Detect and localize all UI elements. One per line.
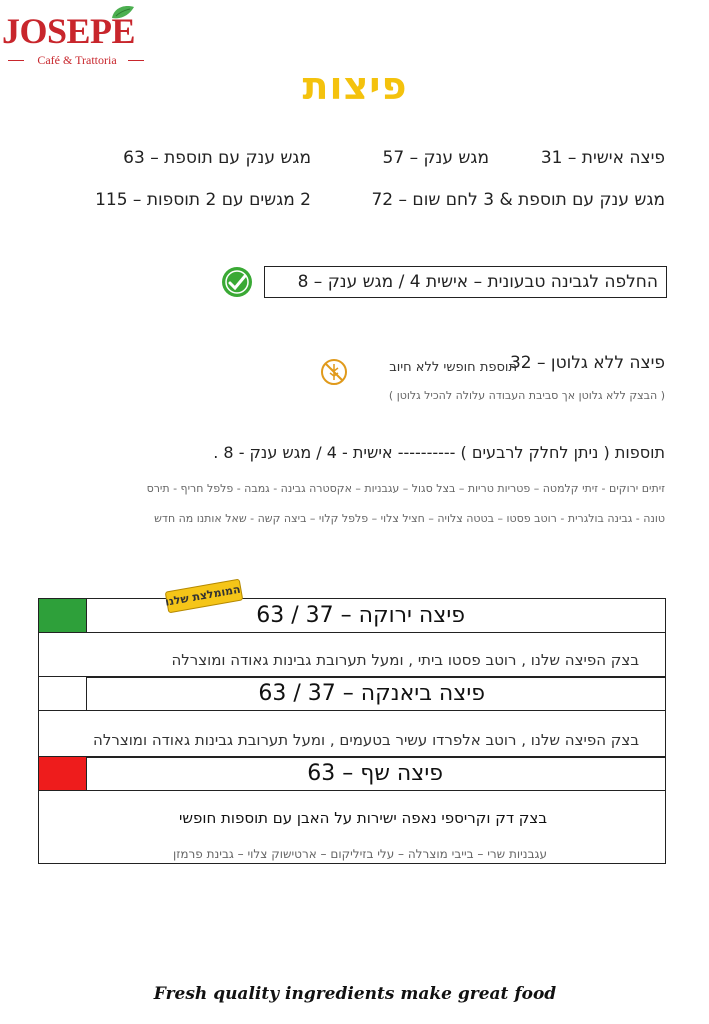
pizza-green-header bbox=[39, 599, 665, 633]
pizza-bianca-header bbox=[39, 677, 665, 711]
price-personal: פיצה אישית – 31 bbox=[540, 148, 665, 168]
pizza-chef-card bbox=[38, 756, 666, 864]
vegan-icon bbox=[220, 265, 254, 299]
gluten-free-icon bbox=[320, 358, 348, 386]
white-swatch bbox=[39, 677, 87, 710]
gluten-free-topping-note: תוספת חופשי ללא חיוב bbox=[389, 360, 517, 375]
pizza-green-title: פיצה ירוקה – 37 / 63 bbox=[256, 603, 465, 628]
vegan-text: החלפה לגבינה טבעונית – אישית 4 / מגש ענק – 8 bbox=[297, 272, 658, 292]
vegan-box bbox=[264, 266, 667, 298]
price-large-topping-bread: מגש ענק עם תוספת & 3 לחם שום – 72 bbox=[371, 190, 665, 210]
pizza-bianca-card bbox=[38, 676, 666, 758]
logo-subtitle: Café & Trattoria bbox=[37, 53, 117, 67]
pizza-bianca-desc: בצק הפיצה שלנו , רוטב אלפרדו עשיר בטעמים , ומעל תערובת גבינות גאודה ומוצרלה bbox=[93, 731, 639, 749]
green-swatch bbox=[39, 599, 87, 632]
price-large-topping: מגש ענק עם תוספת – 63 bbox=[123, 148, 311, 168]
gluten-free-note: ( הבצק ללא גלוטן אך סביבת העבודה עלולה להכיל גלוטן ) bbox=[388, 389, 665, 402]
price-two-large: 2 מגשים עם 2 תוספות – 115 bbox=[95, 190, 311, 210]
page-title: פיצות bbox=[302, 64, 408, 108]
pizza-chef-desc: בצק דק וקריספי נאפה ישירות על האבן עם תוספות חופשי bbox=[179, 809, 547, 827]
toppings-line-1: זיתים ירוקים - זיתי קלמטה – פטריות טריות – בצל סגול – עגבניות – אקסטרה גבינה - גמבה - פלפל חריף - תירס bbox=[146, 482, 665, 495]
pizza-green-card bbox=[38, 598, 666, 678]
tagline: Fresh quality ingredients make great food bbox=[153, 984, 557, 1004]
red-swatch bbox=[39, 757, 87, 790]
pizza-chef-title: פיצה שף – 63 bbox=[307, 761, 443, 786]
toppings-heading: תוספות ( ניתן לחלק לרבעים ) ---------- אישית - 4 / מגש ענק - 8 . bbox=[213, 443, 665, 462]
pizza-bianca-title: פיצה ביאנקה – 37 / 63 bbox=[258, 681, 485, 706]
pizza-chef-ingredients: עגבניות שרי – בייבי מוצרלה – עלי בזיליקום – ארטישוק צלוי – גבינת פרמזן bbox=[172, 847, 547, 861]
price-large: מגש ענק – 57 bbox=[382, 148, 489, 168]
logo-rule-right bbox=[128, 60, 144, 61]
toppings-line-2: טונה - גבינה בולגרית - רוטב פסטו – בטטה צלויה – חציל צלוי – פלפל קלוי – ביצה קשה - שאל אותנו מה חדש bbox=[154, 512, 665, 525]
logo-name: JOSEPE bbox=[2, 11, 136, 51]
pizza-chef-header bbox=[39, 757, 665, 791]
pizza-green-desc: בצק הפיצה שלנו , רוטב פסטו ביתי , ומעל תערובת גבינות גאודה ומוצרלה bbox=[171, 651, 639, 669]
recommended-badge: המומלצת שלנו bbox=[165, 579, 244, 614]
gluten-free-title: פיצה ללא גלוטן – 32 bbox=[509, 353, 665, 373]
